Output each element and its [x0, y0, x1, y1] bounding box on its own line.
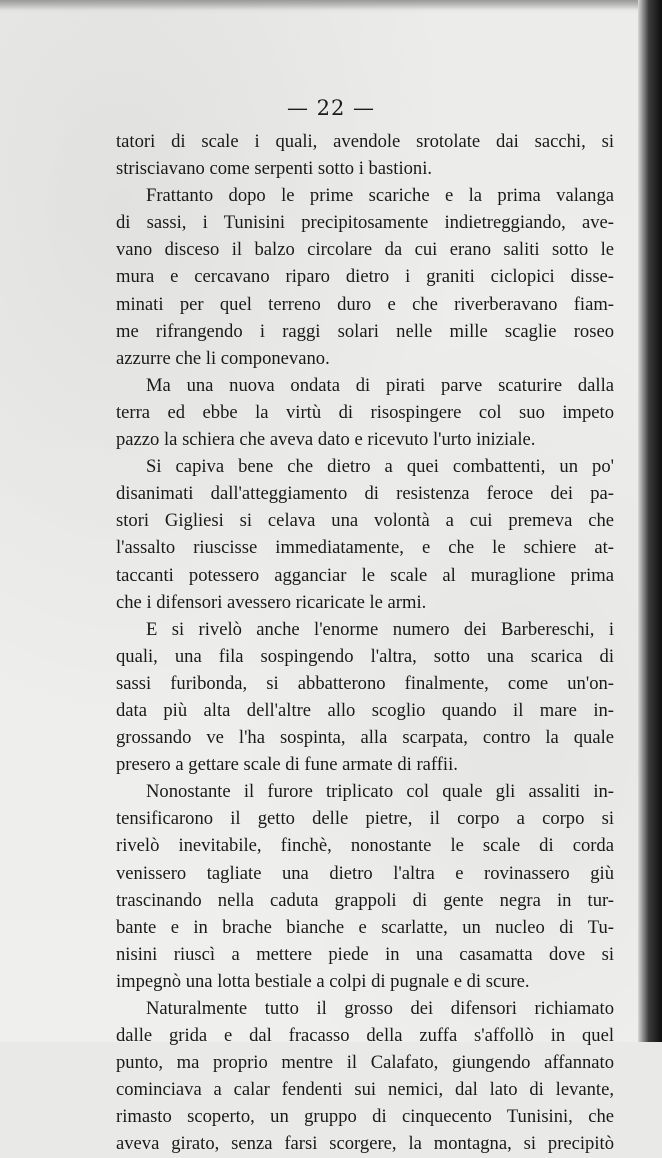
- text-line: taccanti potessero agganciar le scale al muraglione prima: [116, 564, 614, 586]
- text-line: che i difensori avessero ricaricate le armi.: [116, 591, 427, 613]
- text-line: dalle grida e dal fracasso della zuffa s'affollò in quel: [116, 1025, 614, 1047]
- page-number: — 22 —: [286, 96, 376, 120]
- text-line: Naturalmente tutto il grosso dei difensori richiamato: [146, 998, 614, 1019]
- text-line: stori Gigliesi si celava una volontà a cui premeva che: [116, 510, 614, 532]
- text-line: E si rivelò anche l'enorme numero dei Barbereschi, i: [146, 618, 614, 640]
- text-line: disanimati dall'atteggiamento di resistenza feroce dei pa-: [116, 483, 614, 505]
- text-line: minati per quel terreno duro e che riverberavano fiam-: [116, 293, 614, 315]
- body-text: [116, 128, 614, 1158]
- text-line: impegnò una lotta bestiale a colpi di pugnale e di scure.: [116, 970, 530, 992]
- text-line: Nonostante il furore triplicato col quale gli assaliti in-: [146, 781, 614, 803]
- text-line: vano disceso il balzo circolare da cui erano saliti sotto le: [116, 239, 614, 261]
- text-line: tensificarono il getto delle pietre, il corpo a corpo si: [116, 808, 614, 830]
- page-top-edge: [0, 0, 662, 10]
- text-line: nisini riuscì a mettere piede in una casamatta dove si: [116, 943, 614, 965]
- text-line: Ma una nuova ondata di pirati parve scaturire dalla: [146, 374, 614, 396]
- text-line: l'assalto riuscisse immediatamente, e che le schiere at-: [116, 537, 614, 559]
- text-line: azzurre che li componevano.: [116, 347, 330, 369]
- book-binding-edge: [638, 0, 662, 1042]
- text-line: sassi furibonda, si abbatterono finalmente, come un'on-: [116, 672, 614, 694]
- text-line: Frattanto dopo le prime scariche e la prima valanga: [146, 185, 614, 207]
- text-line: venissero tagliate una dietro l'altra e rovinassero giù: [116, 862, 614, 884]
- text-line: rivelò inevitabile, finchè, nonostante le scale di corda: [116, 835, 614, 857]
- text-line: cominciava a calar fendenti sui nemici, dal lato di levante,: [116, 1079, 614, 1101]
- text-line: bante e in brache bianche e scarlatte, un nucleo di Tu-: [116, 916, 614, 938]
- text-line: data più alta dell'altre allo scoglio quando il mare in-: [116, 699, 614, 721]
- text-line: presero a gettare scale di fune armate di raffii.: [116, 754, 458, 776]
- text-line: mura e cercavano riparo dietro i graniti ciclopici disse-: [116, 266, 614, 288]
- text-line: punto, ma proprio mentre il Calafato, giungendo affannato: [116, 1052, 614, 1074]
- text-line: Si capiva bene che dietro a quei combattenti, un po': [146, 456, 614, 478]
- text-line: strisciavano come serpenti sotto i bastioni.: [116, 158, 433, 180]
- text-line: aveva girato, senza farsi scorgere, la montagna, si precipitò: [116, 1133, 614, 1155]
- text-line: pazzo la schiera che aveva dato e ricevuto l'urto iniziale.: [116, 429, 536, 451]
- text-line: rimasto scoperto, un gruppo di cinquecento Tunisini, che: [116, 1106, 614, 1128]
- text-line: me rifrangendo i raggi solari nelle mille scaglie roseo: [116, 320, 614, 342]
- text-line: terra ed ebbe la virtù di risospingere col suo impeto: [116, 401, 614, 423]
- text-line: quali, una fila sospingendo l'altra, sotto una scarica di: [116, 645, 614, 667]
- text-line: di sassi, i Tunisini precipitosamente indietreggiando, ave-: [116, 212, 614, 234]
- text-line: tatori di scale i quali, avendole srotolate dai sacchi, si: [116, 131, 614, 152]
- text-line: trascinando nella caduta grappoli di gente negra in tur-: [116, 889, 614, 911]
- text-line: grossando ve l'ha sospinta, alla scarpata, contro la quale: [116, 727, 614, 749]
